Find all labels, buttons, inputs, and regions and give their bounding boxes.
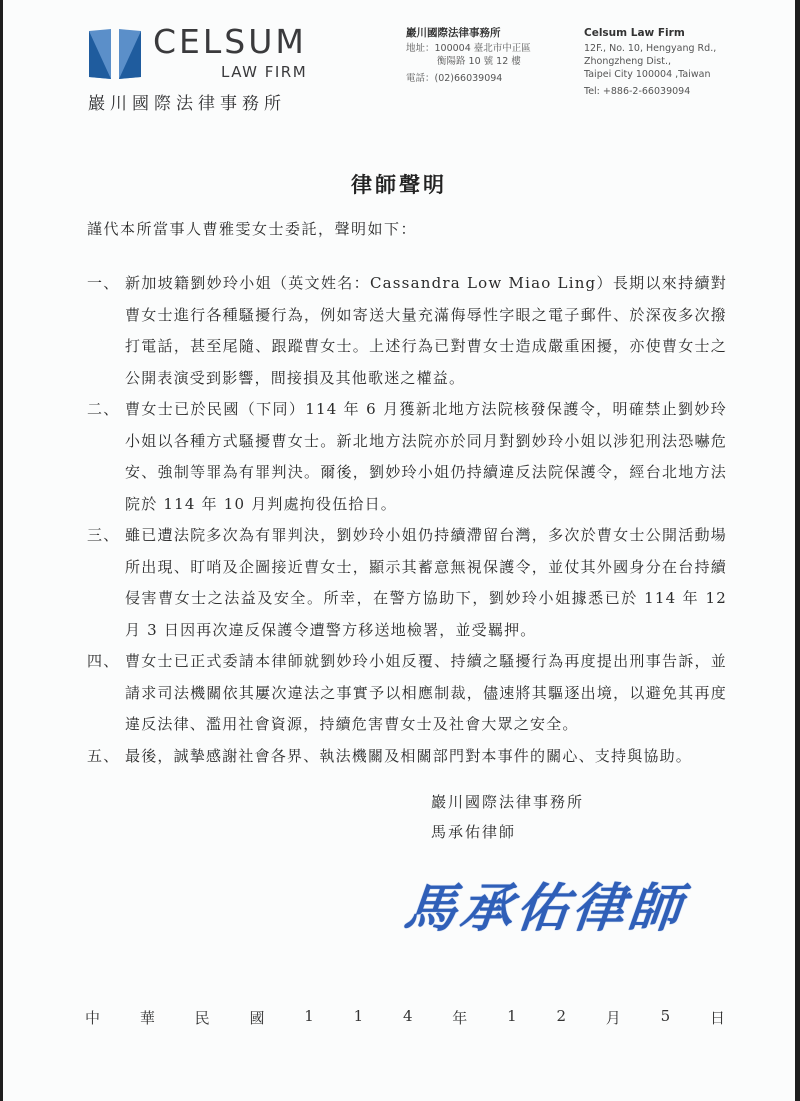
document-date	[85, 1007, 725, 1028]
address-chinese	[406, 27, 531, 85]
brand-subtitle: LAW FIRM	[221, 63, 308, 81]
statement-item	[87, 520, 727, 646]
item-number: 五、	[87, 746, 120, 765]
statement-item	[87, 394, 727, 520]
brand-name: CELSUM	[153, 22, 307, 61]
date-char: 4	[402, 1007, 413, 1025]
date-char: 民	[194, 1009, 210, 1027]
date-char: 日	[709, 1009, 725, 1027]
date-char: 中	[85, 1009, 101, 1027]
item-text: 雖已遭法院多次為有罪判決，劉妙玲小姐仍持續滯留台灣，多次於曹女士公開活動場所出現、盯哨及企圖接近曹女士，顯示其蓄意無視保護令，並仗其外國身分在台持續侵害曹女士之法益及安全。所幸，在警方協助下，劉妙玲小姐據悉已於 114 年 12 月 3 日因再次違反保護令遭警方移送地檢署，並受羈押。	[125, 526, 727, 639]
item-number: 四、	[87, 652, 120, 670]
address-en-phone: Tel: +886-2-66039094	[584, 86, 691, 97]
address-cn-firm: 巖川國際法律事務所	[406, 27, 501, 39]
address-en-line3: Taipei City 100004 ,Taiwan	[584, 69, 711, 80]
address-english	[584, 27, 716, 98]
statement-items	[87, 268, 727, 772]
date-char: 2	[556, 1007, 566, 1025]
item-number: 一、	[87, 274, 120, 292]
date-char: 月	[605, 1009, 621, 1027]
date-char: 年	[452, 1009, 468, 1027]
address-en-line1: 12F., No. 10, Hengyang Rd.,	[584, 43, 717, 54]
letter-page	[3, 0, 795, 1101]
item-number: 三、	[87, 526, 120, 544]
address-cn-line2: 衡陽路 10 號 12 樓	[437, 56, 521, 67]
statement-item	[87, 646, 727, 741]
item-text: 曹女士已於民國（下同）114 年 6 月獲新北地方法院核發保護令，明確禁止劉妙玲小姐以各種方式騷擾曹女士。新北地方法院亦於同月對劉妙玲小姐以涉犯刑法恐嚇危安、強制等罪為有罪判決。爾後，劉妙玲小姐仍持續違反法院保護令，經台北地方法院於 114 年 10 月判處拘役伍拾日。	[125, 400, 727, 513]
address-en-line2: Zhongzheng Dist.,	[584, 56, 671, 67]
lawyer-seal-stamp: 馬承佑律師	[401, 878, 688, 939]
date-char: 5	[660, 1007, 671, 1025]
date-char: 華	[139, 1009, 155, 1027]
statement-item	[87, 268, 727, 394]
date-char: 1	[507, 1007, 517, 1025]
document-intro: 謹代本所當事人曹雅雯女士委託，聲明如下：	[87, 220, 418, 238]
brand-chinese-name: 巖川國際法律事務所	[88, 94, 286, 114]
item-text: 新加坡籍劉妙玲小姐（英文姓名：Cassandra Low Miao Ling）長期以來持續對曹女士進行各種騷擾行為，例如寄送大量充滿侮辱性字眼之電子郵件、於深夜多次撥打電話，甚至尾隨、跟蹤曹女士。上述行為已對曹女士造成嚴重困擾，亦使曹女士之公開表演受到影響，間接損及其他歌迷之權益。	[125, 274, 727, 387]
item-text: 最後，誠摯感謝社會各界、執法機關及相關部門對本事件的關心、支持與協助。	[125, 746, 693, 765]
celsum-logo-icon	[89, 29, 141, 79]
item-text: 曹女士已正式委請本律師就劉妙玲小姐反覆、持續之騷擾行為再度提出刑事告訴，並請求司法機關依其屢次違法之事實予以相應制裁，儘速將其驅逐出境，以避免其再度違反法律、濫用社會資源，持續危害曹女士及社會大眾之安全。	[125, 652, 727, 733]
signature-lawyer: 馬承佑律師	[431, 823, 517, 841]
address-cn-line1: 地址：100004 臺北市中正區	[406, 43, 531, 54]
date-char: 國	[249, 1009, 265, 1027]
date-char: 1	[304, 1007, 314, 1025]
item-number: 二、	[87, 400, 120, 418]
address-cn-phone: 電話：(02)66039094	[406, 73, 503, 84]
address-en-firm: Celsum Law Firm	[584, 27, 685, 39]
date-char: 1	[353, 1007, 364, 1025]
statement-item	[87, 741, 727, 773]
document-title: 律師聲明	[351, 172, 447, 197]
signature-firm: 巖川國際法律事務所	[431, 793, 585, 811]
